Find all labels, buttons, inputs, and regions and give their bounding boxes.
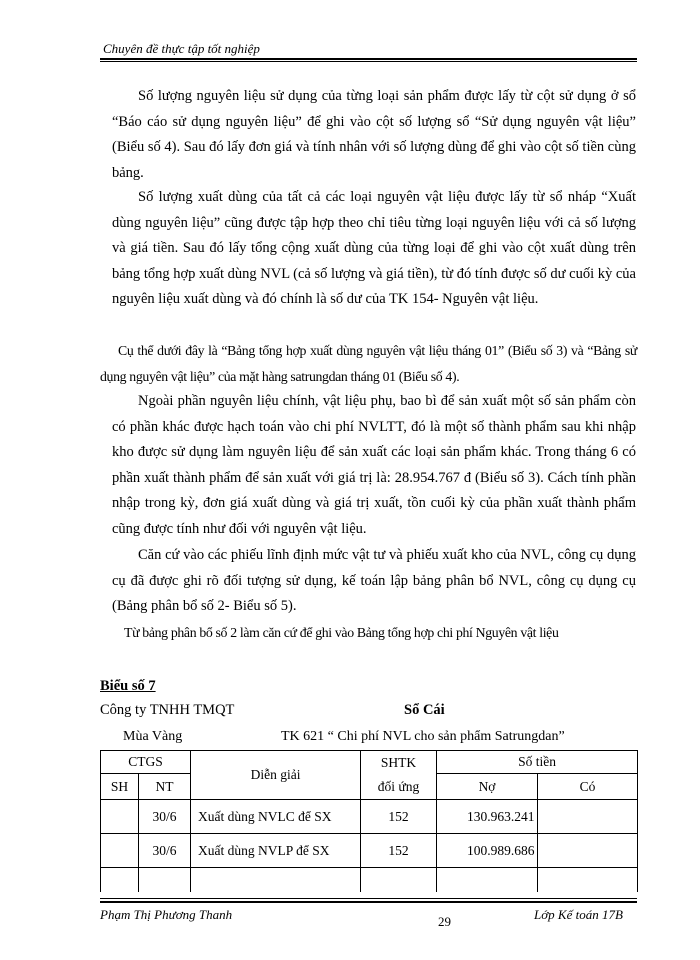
table-row-continuation bbox=[101, 868, 638, 893]
footer-rule-thin bbox=[100, 898, 637, 899]
header-rule-thin bbox=[100, 61, 637, 62]
paragraph-4: Ngoài phần nguyên liệu chính, vật liệu phụ, bao bì để sản xuất một số sản phẩm còn có phần khác được hạch toán vào chi phí NVLTT, đó là một số thành phẩm sau khi nhập kho được sử dụng làm nguyên liệu để sản xuất các loại sản phẩm khác. Trong tháng 6 có phần xuất thành phẩm để sản xuất với giá trị là: 28.954.767 đ (Biểu số 3). Cách tính phần nhập trong kỳ, đơn giá xuất dùng và giá trị xuất, tồn cuối kỳ của phần xuất thành phẩm cũng được tính như đối với nguyên vật liệu. bbox=[112, 393, 636, 537]
table-row bbox=[101, 834, 638, 868]
cell-shtk: 152 bbox=[361, 800, 437, 834]
account-title: TK 621 “ Chi phí NVL cho sản phẩm Satrungdan” bbox=[281, 729, 565, 744]
cell-dien-giai: Xuất dùng NVLP để SX bbox=[191, 834, 361, 868]
header-so-tien: Số tiền bbox=[437, 751, 638, 774]
cell-dien-giai: Xuất dùng NVLC để SX bbox=[191, 800, 361, 834]
cell-nt: 30/6 bbox=[139, 834, 191, 868]
cell-shtk: 152 bbox=[361, 834, 437, 868]
paragraph-2: Số lượng xuất dùng của tất cả các loại nguyên vật liệu được lấy từ sổ nháp “Xuất dùng nguyên liệu” cũng được tập hợp theo chỉ tiêu từng loại nguyên liệu với cả số lượng và giá tiền. Sau đó lấy tổng cộng xuất dùng của từng loại để ghi vào cột xuất dùng trên bảng tổng hợp xuất dùng NVL (cả số lượng và giá tiền), từ đó tính được số dư cuối kỳ của nguyên liệu xuất dùng và đó chính là số dư của TK 154- Nguyên vật liệu. bbox=[112, 189, 636, 308]
cell-sh bbox=[101, 834, 139, 868]
cell-co bbox=[538, 834, 638, 868]
page-number: 29 bbox=[438, 914, 451, 929]
cell-no: 130.963.241 bbox=[437, 800, 538, 834]
location-name: Mùa Vàng bbox=[123, 729, 183, 744]
header-doi-ung: đối ứng bbox=[377, 779, 420, 794]
ledger-table bbox=[100, 750, 638, 892]
cell-co bbox=[538, 800, 638, 834]
paragraph-6: Từ bảng phân bổ số 2 làm căn cứ để ghi vào Bảng tổng hợp chi phí Nguyên vật liệu bbox=[124, 625, 559, 640]
cell-sh bbox=[101, 800, 139, 834]
footer-rule bbox=[100, 901, 637, 903]
exhibit-label: Biểu số 7 bbox=[100, 678, 156, 694]
paragraph-3: Cụ thể dưới đây là “Bảng tổng hợp xuất dùng nguyên vật liệu tháng 01” (Biểu số 3) và “Bảng sử dụng nguyên vật liệu” của mặt hàng satrungdan tháng 01 (Biểu số 4). bbox=[100, 343, 637, 384]
header-shtk: SHTK bbox=[380, 755, 417, 770]
ledger-title: Sổ Cái bbox=[404, 702, 445, 718]
company-name: Công ty TNHH TMQT bbox=[100, 702, 235, 718]
header-co: Có bbox=[538, 774, 638, 800]
header-no: Nợ bbox=[437, 774, 538, 800]
footer-author: Phạm Thị Phương Thanh bbox=[100, 907, 233, 922]
footer-class: Lớp Kế toán 17B bbox=[534, 907, 623, 922]
paragraph-5: Căn cứ vào các phiếu lĩnh định mức vật tư và phiếu xuất kho của NVL, công cụ dụng cụ đã được ghi rõ đối tượng sử dụng, kế toán lập bảng phân bổ NVL, công cụ dụng cụ (Bảng phân bổ số 2- Biểu số 5). bbox=[112, 547, 636, 615]
header-sh: SH bbox=[101, 774, 139, 800]
cell-nt: 30/6 bbox=[139, 800, 191, 834]
header-ctgs: CTGS bbox=[101, 751, 191, 774]
header-title: Chuyên đề thực tập tốt nghiệp bbox=[103, 41, 260, 56]
cell-no: 100.989.686 bbox=[437, 834, 538, 868]
header-nt: NT bbox=[139, 774, 191, 800]
paragraph-1: Số lượng nguyên liệu sử dụng của từng loại sản phẩm được lấy từ cột sử dụng ở sổ “Báo cáo sử dụng nguyên liệu” để ghi vào cột số lượng sổ “Sử dụng nguyên vật liệu” (Biểu số 4). Sau đó lấy đơn giá và tính nhân với số lượng dùng để ghi vào cột số tiền cùng bảng. bbox=[112, 88, 636, 181]
header-rule bbox=[100, 58, 637, 60]
header-dien-giai: Diễn giải bbox=[191, 751, 361, 800]
table-row bbox=[101, 800, 638, 834]
